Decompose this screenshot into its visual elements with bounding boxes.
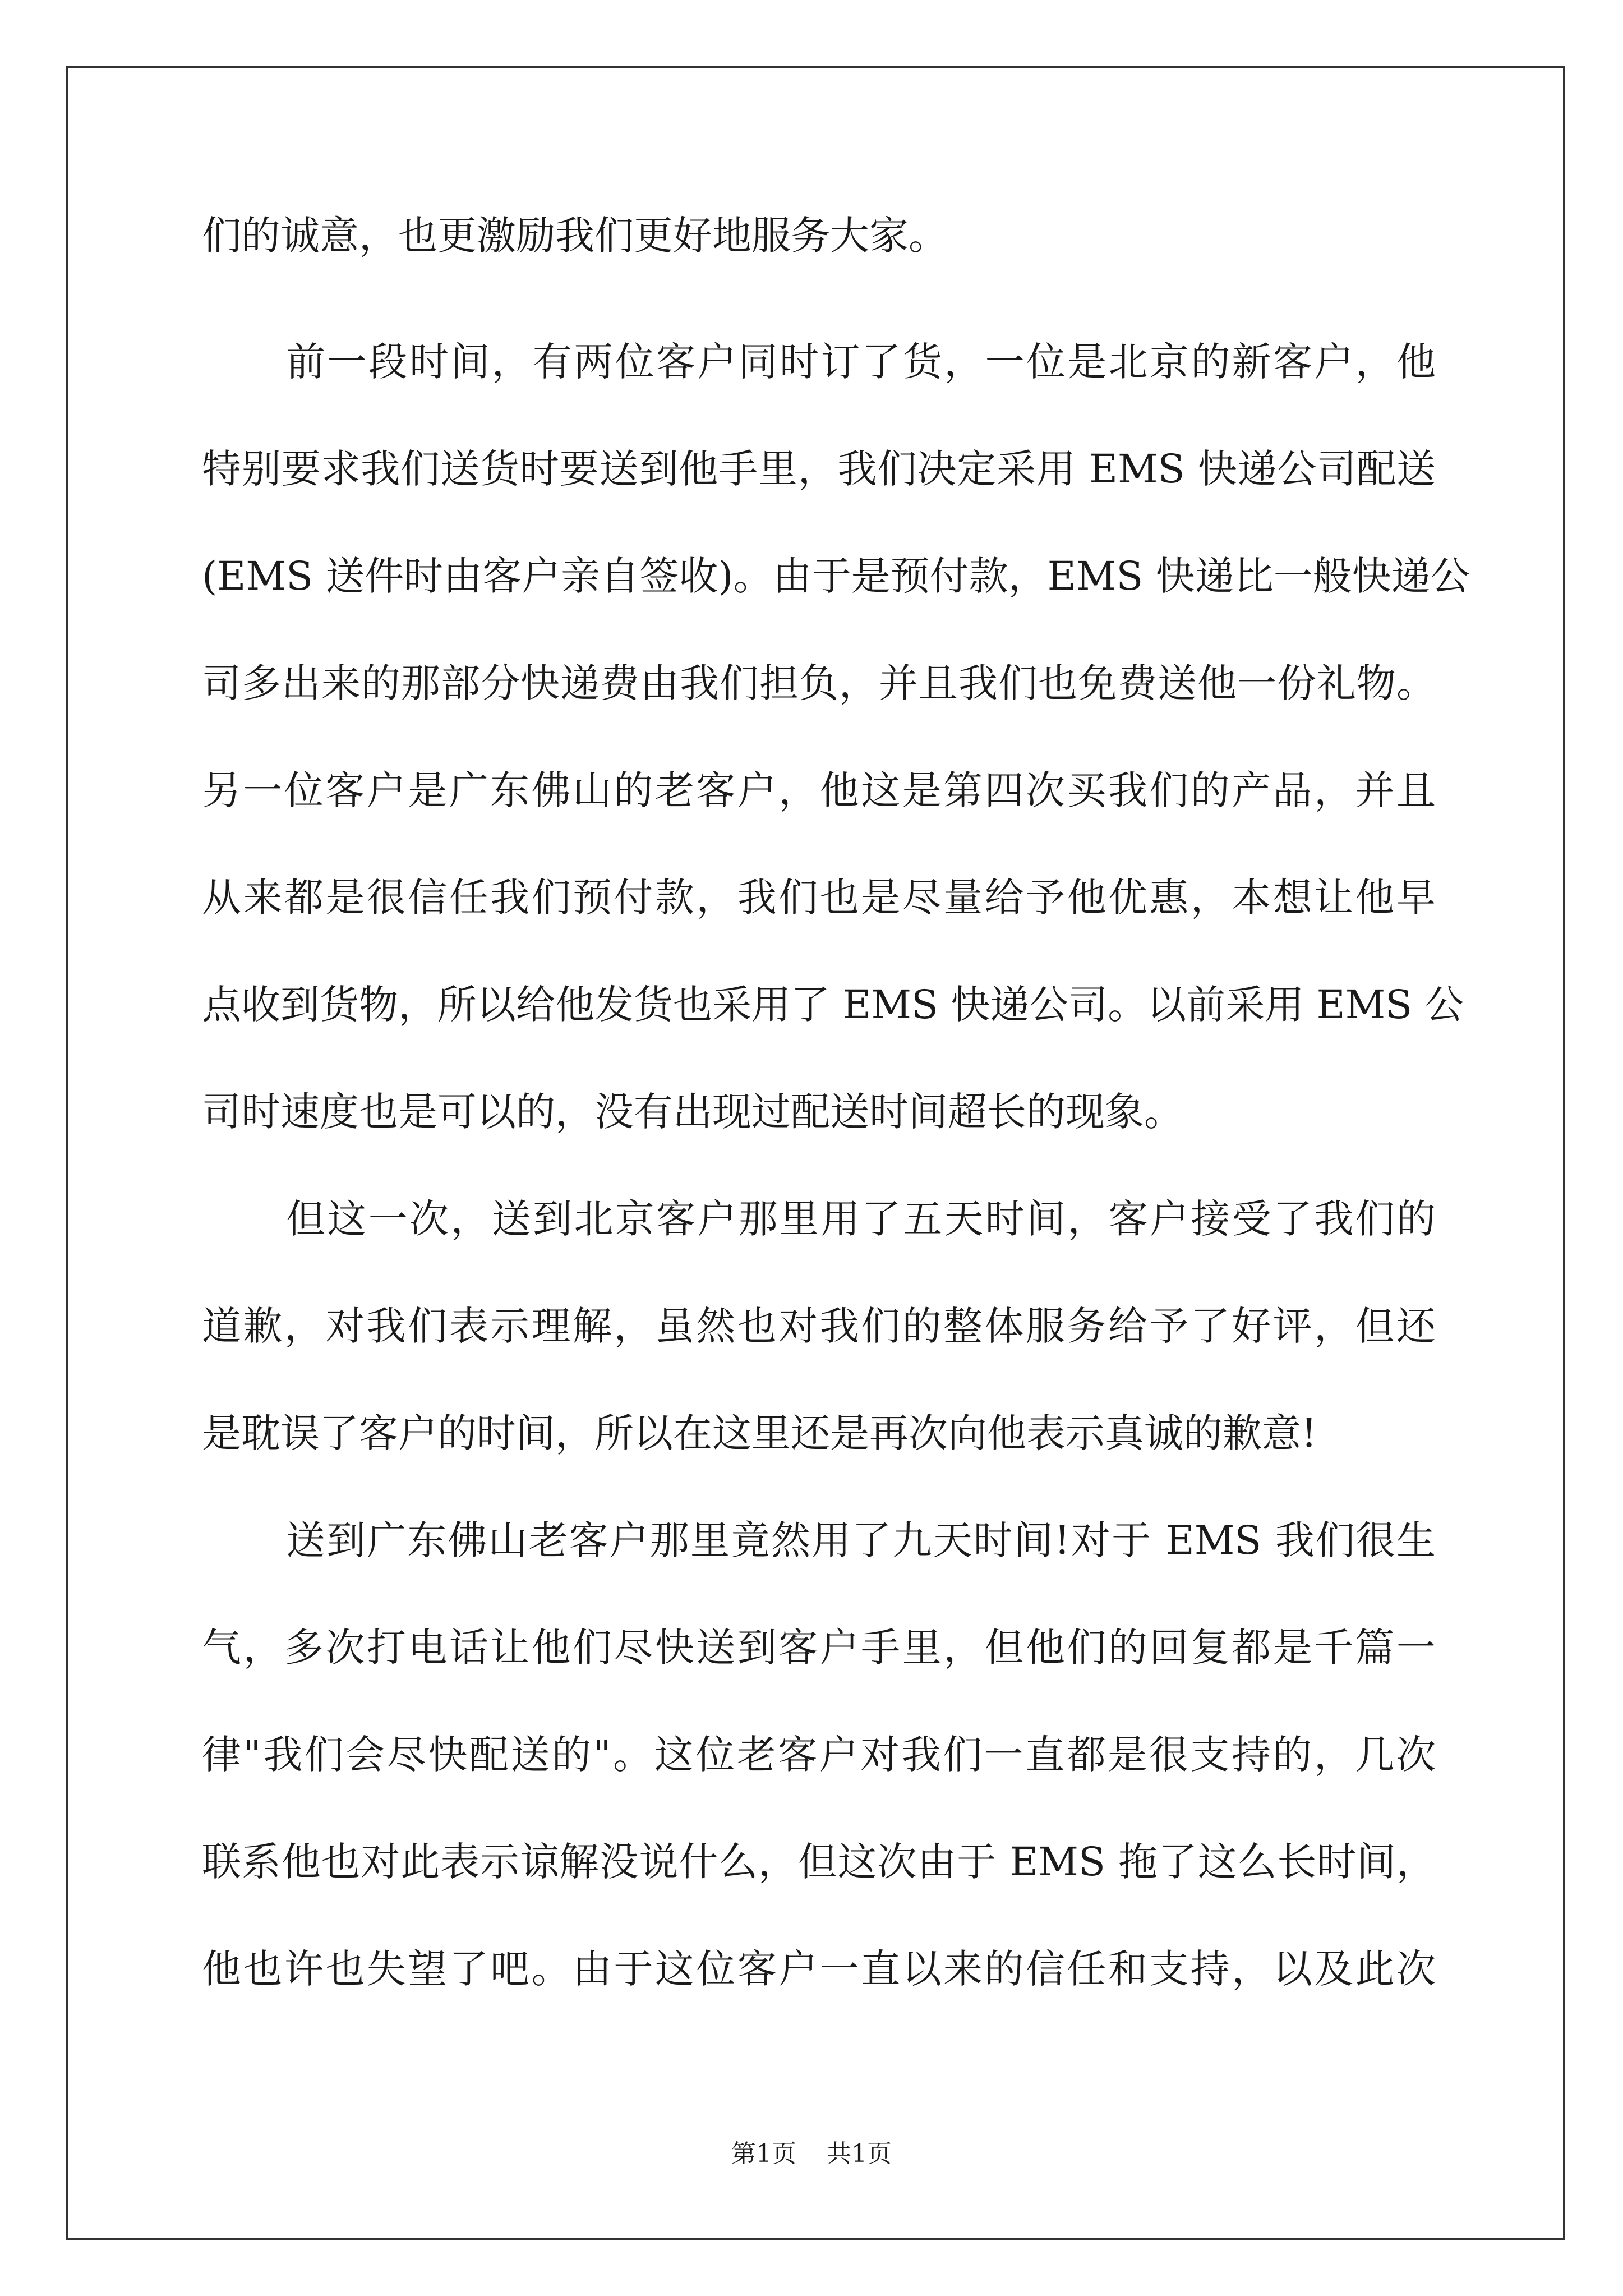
text-line: 司时速度也是可以的，没有出现过配送时间超长的现象。 (202, 1089, 1183, 1135)
text-line: 是耽误了客户的时间，所以在这里还是再次向他表示真诚的歉意! (202, 1410, 1317, 1456)
text-line: 但这一次，送到北京客户那里用了五天时间，客户接受了我们的 (286, 1196, 1436, 1242)
text-line: 送到广东佛山老客户那里竟然用了九天时间!对于 EMS 我们很生 (286, 1517, 1436, 1563)
text-line: 点收到货物，所以给他发货也采用了 EMS 快递公司。以前采用 EMS 公 (202, 982, 1464, 1028)
text-line: 道歉，对我们表示理解，虽然也对我们的整体服务给予了好评，但还 (202, 1303, 1436, 1349)
page-footer (0, 2137, 1623, 2171)
text-line: 律"我们会尽快配送的"。这位老客户对我们一直都是很支持的，几次 (202, 1732, 1436, 1778)
page-number-current: 第1页 (731, 2139, 796, 2168)
page-number-total: 共1页 (827, 2139, 892, 2168)
text-line: 前一段时间，有两位客户同时订了货，一位是北京的新客户，他 (286, 339, 1436, 385)
document-body (202, 185, 1470, 2023)
text-line: 从来都是很信任我们预付款，我们也是尽量给予他优惠，本想让他早 (202, 875, 1436, 921)
text-line: 联系他也对此表示谅解没说什么，但这次由于 EMS 拖了这么长时间， (202, 1839, 1436, 1885)
text-line: (EMS 送件时由客户亲自签收)。由于是预付款，EMS 快递比一般快递公 (202, 553, 1470, 599)
text-line: 们的诚意，也更激励我们更好地服务大家。 (202, 213, 948, 259)
text-line: 气，多次打电话让他们尽快送到客户手里，但他们的回复都是千篇一 (202, 1625, 1436, 1671)
text-line: 特别要求我们送货时要送到他手里，我们决定采用 EMS 快递公司配送 (202, 446, 1436, 492)
text-line: 另一位客户是广东佛山的老客户，他这是第四次买我们的产品，并且 (202, 767, 1436, 813)
text-line: 他也许也失望了吧。由于这位客户一直以来的信任和支持，以及此次 (202, 1946, 1436, 1992)
text-line: 司多出来的那部分快递费由我们担负，并且我们也免费送他一份礼物。 (202, 660, 1436, 706)
